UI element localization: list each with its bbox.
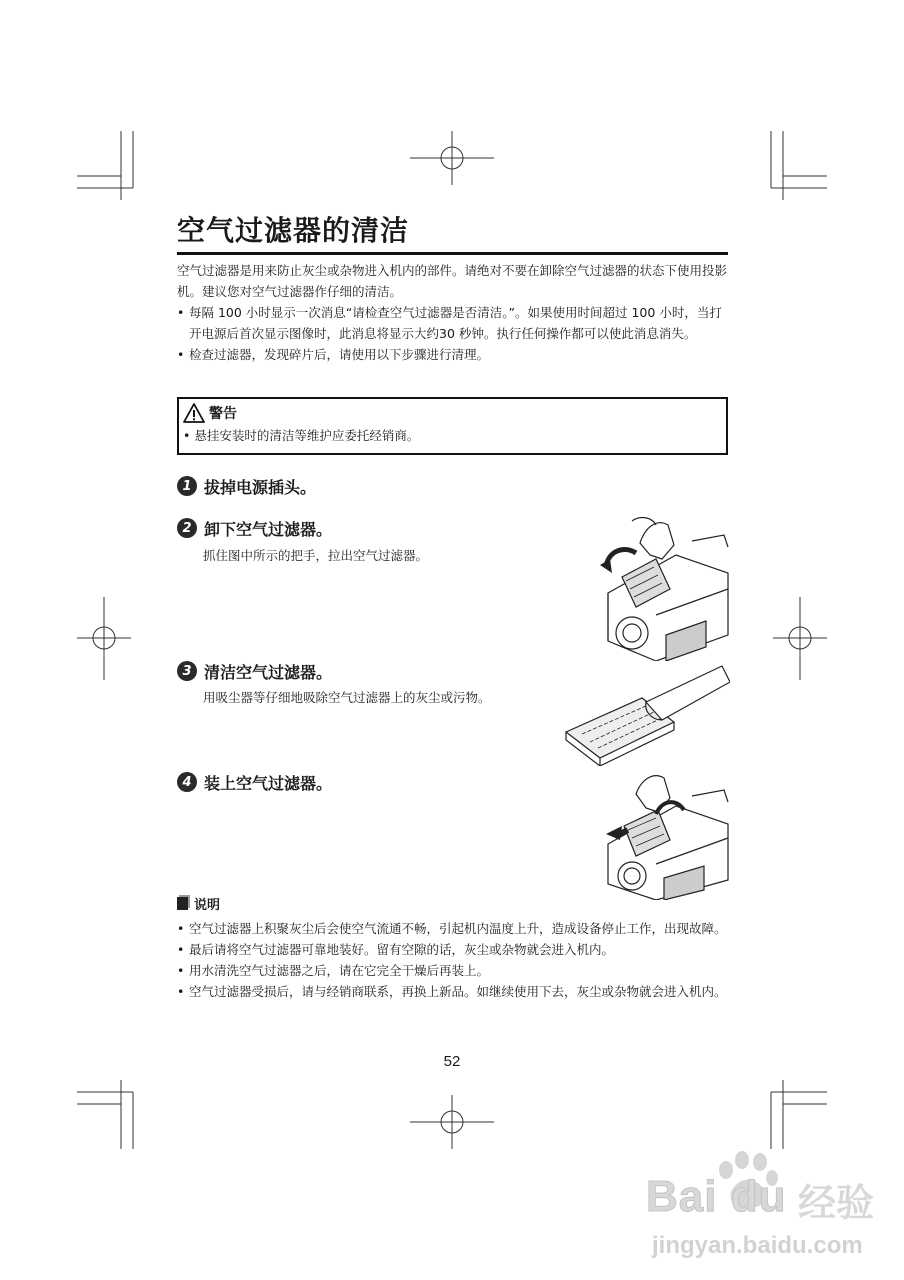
step-4 (177, 770, 332, 794)
clean-filter-illustration (562, 662, 730, 766)
intro-paragraph: 空气过滤器是用来防止灰尘或杂物进入机内的部件。请绝对不要在卸除空气过滤器的状态下使用投影机。建议您对空气过滤器作仔细的清洁。 (177, 263, 728, 299)
warning-heading-row (183, 402, 237, 424)
step-label: 清洁空气过滤器。 (204, 662, 333, 682)
step-number-icon: 4 (177, 772, 197, 792)
watermark-brand: Bai du (646, 1172, 787, 1221)
warning-box (177, 397, 728, 455)
section-title-bar (177, 212, 728, 255)
intro-bullet-list (177, 302, 729, 365)
step-label: 卸下空气过滤器。 (204, 519, 333, 539)
baidu-watermark (640, 1150, 890, 1270)
warning-triangle-icon (183, 403, 205, 423)
list-item: • 空气过滤器受损后，请与经销商联系，再换上新品。如继续使用下去，灰尘或杂物就会进入机内。 (177, 981, 729, 1002)
step-1 (177, 474, 316, 498)
note-heading-row (177, 893, 220, 913)
page-title: 空气过滤器的清洁 (177, 214, 410, 247)
warning-heading: 警告 (209, 406, 237, 422)
step-number-icon: 3 (177, 661, 197, 681)
note-box-icon (177, 897, 188, 910)
install-filter-illustration (604, 770, 731, 900)
list-item: • 用水清洗空气过滤器之后，请在它完全干燥后再装上。 (177, 960, 729, 981)
list-item: • 每隔 100 小时显示一次消息“请检查空气过滤器是否清洁。”。如果使用时间超过 100 小时，当打开电源后首次显示图像时，此消息将显示大约30 秒钟。执行任何操作都可以使此消息消失。 (177, 302, 729, 344)
step-2 (177, 516, 332, 540)
step-label: 拔掉电源插头。 (204, 477, 317, 497)
step-description: 抓住图中所示的把手，拉出空气过滤器。 (203, 548, 429, 563)
step-3 (177, 659, 332, 683)
step-description: 用吸尘器等仔细地吸除空气过滤器上的灰尘或污物。 (203, 690, 491, 705)
step-label: 装上空气过滤器。 (204, 773, 333, 793)
list-item: • 空气过滤器上积聚灰尘后会使空气流通不畅，引起机内温度上升，造成设备停止工作，出现故障。 (177, 918, 729, 939)
step-number-icon: 2 (177, 518, 197, 538)
watermark-url: jingyan.baidu.com (652, 1232, 863, 1259)
list-item: • 最后请将空气过滤器可靠地装好。留有空隙的话，灰尘或杂物就会进入机内。 (177, 939, 729, 960)
page-number: 52 (443, 1053, 461, 1070)
warning-text: • 悬挂安装时的清洁等维护应委托经销商。 (183, 428, 420, 443)
note-list (177, 918, 729, 1002)
watermark-cn: 经验 (798, 1181, 875, 1225)
list-item: • 检查过滤器，发现碎片后，请使用以下步骤进行清理。 (177, 344, 729, 365)
step-number-icon: 1 (177, 476, 197, 496)
remove-filter-illustration (596, 515, 731, 661)
note-heading: 说明 (194, 897, 221, 913)
